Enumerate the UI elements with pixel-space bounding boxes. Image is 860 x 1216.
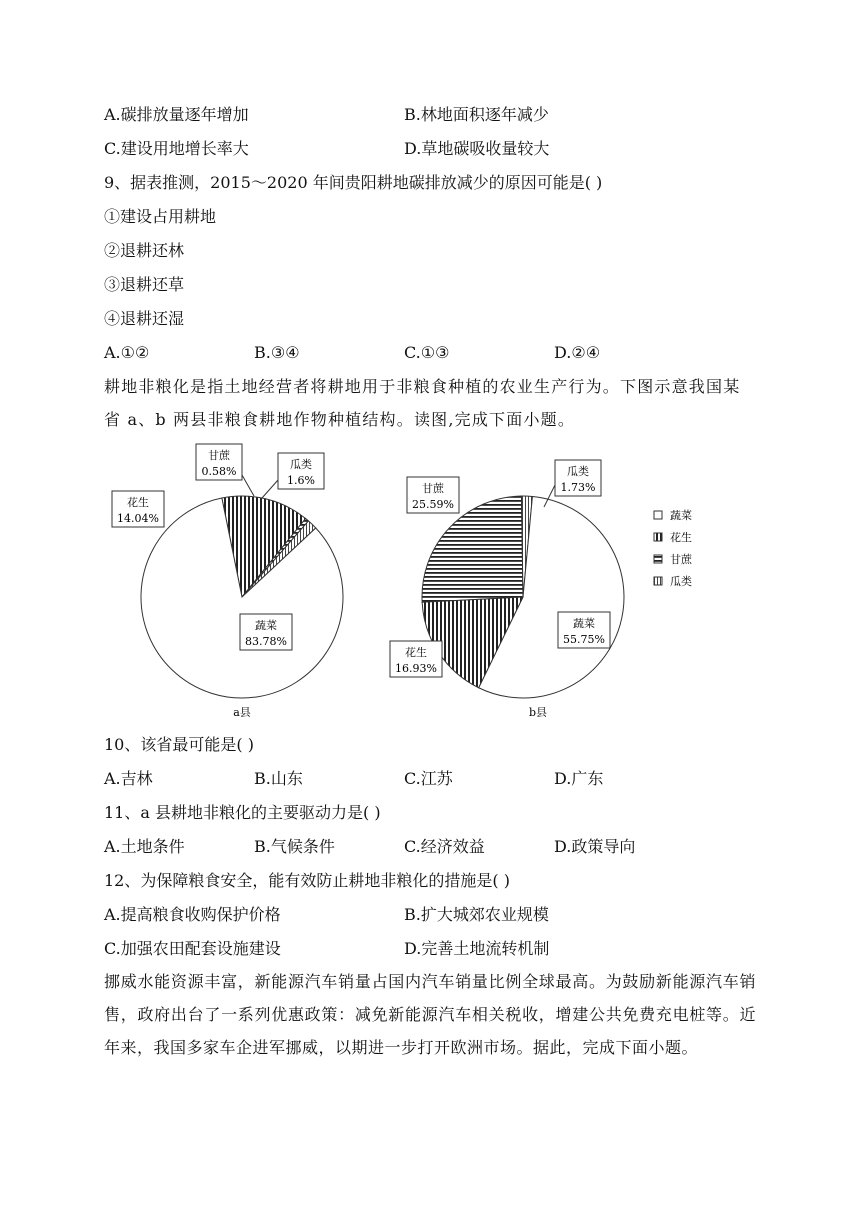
pie-b-label-ganzhe-value: 25.59% bbox=[412, 498, 454, 511]
q11-option-d: D.政策导向 bbox=[554, 837, 636, 856]
q10-option-d: D.广东 bbox=[554, 769, 604, 788]
q9-option-d: D.②④ bbox=[554, 343, 601, 362]
pie-b-county bbox=[422, 496, 624, 698]
legend-label-shucai: 蔬菜 bbox=[670, 509, 692, 522]
q11-stem: 11、a 县耕地非粮化的主要驱动力是( ) bbox=[104, 803, 381, 822]
pie-a-label-ganzhe-name: 甘蔗 bbox=[208, 449, 230, 462]
pie-b-label-gualei-name: 瓜类 bbox=[567, 465, 589, 478]
q12-option-b: B.扩大城郊农业规模 bbox=[404, 905, 549, 924]
q9-item-2: ②退耕还林 bbox=[104, 241, 185, 260]
legend bbox=[654, 508, 693, 588]
q11-option-a: A.土地条件 bbox=[104, 837, 185, 856]
pie-b-label-huasheng-name: 花生 bbox=[405, 646, 427, 659]
q10-option-a: A.吉林 bbox=[104, 769, 153, 788]
pie-a-label-huasheng-name: 花生 bbox=[127, 496, 149, 509]
q8-option-c: C.建设用地增长率大 bbox=[104, 139, 249, 158]
q8-option-a: A.碳排放量逐年增加 bbox=[104, 105, 249, 124]
q10-option-c: C.江苏 bbox=[404, 769, 453, 788]
q9-item-4: ④退耕还湿 bbox=[104, 309, 185, 328]
q12-stem: 12、为保障粮食安全，能有效防止耕地非粮化的措施是( ) bbox=[104, 871, 510, 890]
pie-b-label-ganzhe-name: 甘蔗 bbox=[422, 482, 444, 495]
pie-a-label-ganzhe-value: 0.58% bbox=[201, 465, 237, 478]
pie-a-label-shucai-value: 83.78% bbox=[245, 635, 287, 648]
q12-option-d: D.完善土地流转机制 bbox=[404, 939, 550, 958]
legend-label-gualei: 瓜类 bbox=[670, 575, 692, 588]
q11-option-c: C.经济效益 bbox=[404, 837, 485, 856]
legend-label-huasheng: 花生 bbox=[670, 531, 692, 544]
pie-a-label-huasheng-value: 14.04% bbox=[117, 512, 159, 525]
q11-option-b: B.气候条件 bbox=[254, 837, 335, 856]
intro1-line1: 耕地非粮化是指土地经营者将耕地用于非粮食种植的农业生产行为。下图示意我国某 bbox=[104, 377, 741, 396]
legend-label-ganzhe: 甘蔗 bbox=[670, 553, 692, 566]
pie-b-label-huasheng-value: 16.93% bbox=[395, 662, 437, 675]
q12-option-a: A.提高粮食收购保护价格 bbox=[104, 905, 281, 924]
q9-item-1: ①建设占用耕地 bbox=[104, 207, 217, 226]
pie-a-caption: a县 bbox=[233, 706, 251, 719]
pie-a-label-gualei-value: 1.6% bbox=[287, 474, 315, 487]
legend-swatch-huasheng bbox=[654, 533, 662, 541]
q8-option-b: B.林地面积逐年减少 bbox=[404, 105, 549, 124]
q9-item-3: ③退耕还草 bbox=[104, 275, 185, 294]
pie-b-label-shucai-name: 蔬菜 bbox=[573, 617, 595, 630]
pie-a-label-shucai-name: 蔬菜 bbox=[255, 619, 277, 632]
intro1-line2: 省 a、b 两县非粮食耕地作物种植结构。读图,完成下面小题。 bbox=[104, 410, 576, 429]
legend-swatch-ganzhe bbox=[654, 555, 662, 563]
q10-stem: 10、该省最可能是( ) bbox=[104, 735, 254, 754]
pie-chart-figure bbox=[0, 440, 860, 730]
q8-option-d: D.草地碳吸收量较大 bbox=[404, 139, 550, 158]
legend-swatch-shucai bbox=[654, 511, 662, 519]
q9-option-c: C.①③ bbox=[404, 343, 450, 362]
pie-b-label-shucai-value: 55.75% bbox=[563, 633, 605, 646]
pie-b-caption: b县 bbox=[528, 706, 548, 719]
q12-option-c: C.加强农田配套设施建设 bbox=[104, 939, 281, 958]
pie-b-label-gualei-value: 1.73% bbox=[560, 481, 596, 494]
legend-swatch-gualei bbox=[654, 577, 662, 585]
intro2-paragraph: 挪威水能资源丰富，新能源汽车销量占国内汽车销量比例全球最高。为鼓励新能源汽车销售，政府出台了一系列优惠政策：减免新能源汽车相关税收，增建公共免费充电桩等。近年来，我国多家车企进军挪威，以期进一步打开欧洲市场。据此，完成下面小题。 bbox=[104, 972, 756, 1057]
q9-option-b: B.③④ bbox=[254, 343, 300, 362]
pie-a-county bbox=[141, 496, 343, 698]
q9-stem: 9、据表推测，2015～2020 年间贵阳耕地碳排放减少的原因可能是( ) bbox=[104, 173, 603, 192]
q9-option-a: A.①② bbox=[104, 343, 150, 362]
pie-a-label-gualei-name: 瓜类 bbox=[290, 458, 312, 471]
q10-option-b: B.山东 bbox=[254, 769, 303, 788]
